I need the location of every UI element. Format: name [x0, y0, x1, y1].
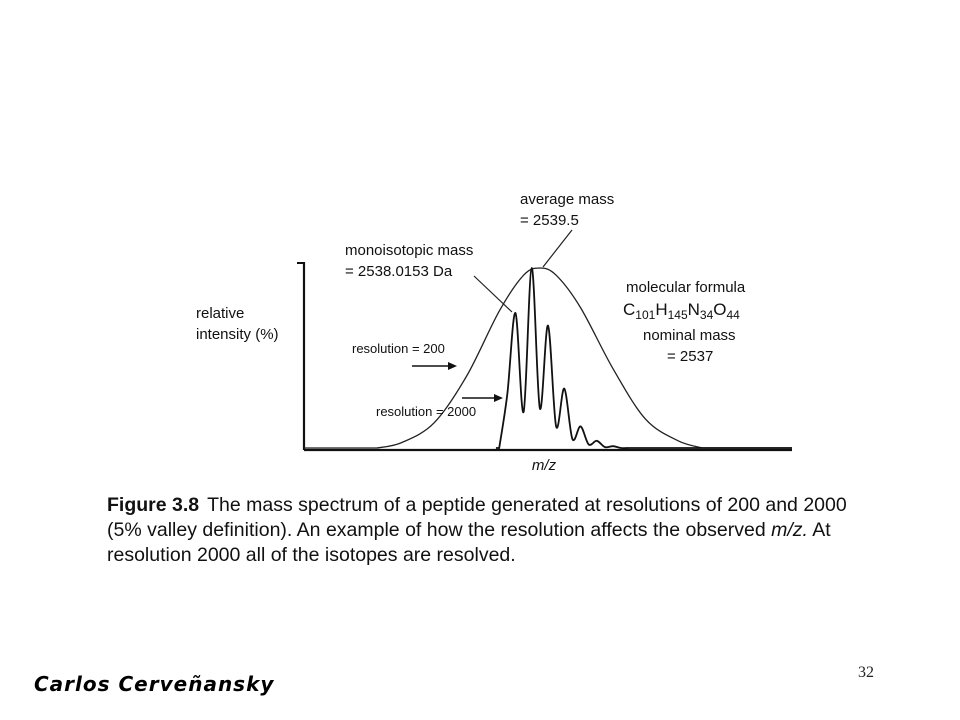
formula-element: O: [713, 300, 727, 319]
y-axis-label-line-1: relative: [196, 305, 245, 322]
formula-subscript: 44: [726, 308, 740, 322]
author-name: Carlos Cerveñansky: [34, 672, 275, 696]
figure-caption: [107, 493, 867, 568]
formula-element: C: [623, 300, 636, 319]
x-axis-label: m/z: [531, 457, 557, 474]
formula-element: H: [655, 300, 668, 319]
annotation-monoisotopic-line-2: = 2538.0153 Da: [345, 263, 453, 280]
annotation-average-mass-line-1: average mass: [520, 191, 615, 208]
resolution-2000-arrowhead: [494, 394, 503, 402]
annotation-molecular-formula: [623, 300, 740, 322]
average-mass-pointer: [543, 230, 572, 267]
caption-text-2: At resolution 2000 all of the isotopes are resolved.: [107, 519, 831, 566]
annotation-nominal-mass-line-2: = 2537: [667, 348, 714, 365]
annotation-monoisotopic-line-1: monoisotopic mass: [345, 242, 474, 259]
formula-subscript: 145: [667, 308, 688, 322]
resolution-200-arrowhead: [448, 362, 457, 370]
annotation-average-mass-line-2: = 2539.5: [520, 212, 579, 229]
page-number: 32: [858, 664, 874, 681]
annotation-resolution-2000: resolution = 2000: [376, 404, 477, 419]
formula-element: N: [687, 300, 700, 319]
monoisotopic-pointer: [474, 276, 512, 312]
annotation-nominal-mass-line-1: nominal mass: [643, 327, 736, 344]
y-axis-label-line-2: intensity (%): [196, 326, 279, 343]
caption-text-italic: m/z.: [771, 519, 808, 541]
annotation-formula-label: molecular formula: [626, 279, 746, 296]
caption-text-1: The mass spectrum of a peptide generated at resolutions of 200 and 2000 (5% valley definition). An example of how the resolution affects the observed: [107, 494, 847, 541]
figure-label: Figure 3.8: [107, 494, 200, 516]
formula-subscript: 101: [635, 308, 656, 322]
formula-subscript: 34: [699, 308, 714, 322]
annotation-resolution-200: resolution = 200: [352, 341, 445, 356]
